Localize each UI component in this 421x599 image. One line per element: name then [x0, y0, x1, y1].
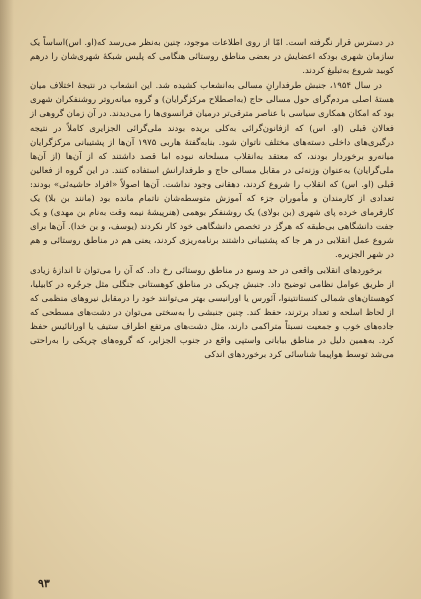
page-edge-shadow [0, 0, 14, 599]
paragraph-2: در سال ۱۹۵۴، جنبش طرفدارانِ مسالی به‌انشعاب کشیده شد. این انشعاب در نتیجهٔ اختلاف میان هستهٔ اصلی مردم‌گرای حول مسالی حاج (به‌اصطلاح مرکزگرایان) و گروه میانه‌روتر روشنفکران شهری بود که امکان همکاری سیاسی با عناصر مترقی‌تر درمیان فرانسوی‌ها را می‌دیدند. در آن زمان گروهی از فعالان قبلی (او. اس) که از‌فانون‌گرائی به‌کلی بریده بودند ملی‌گرائی الجزایری کاملاً در نتیجه درگیری‌های داخلی دسته‌های مختلف‌ ناتوان شود. بنابه‌گفتهٔ هاربی ۱۹۷۵ آن‌ها از پشتیبانی مرکزگرایان میانه‌رو برخوردار بودند، که معتقد به‌انقلاب مسلحانه نبوده اما قصد داشتند که از آن‌ها (از آن‌ها ملی‌گرایان) به‌عنوان وزنه‌ئی در مقابل مسالی حاج و طرفدارانش استفاده کنند. در این گروه از فعالین قبلی (او. اس) که انقلاب را شروع کردند، دهقانی وجود نداشت. آن‌ها اصولاً «افراد حاشیه‌ئی» بودند: تعدادی از کارمندان و مأموران جزء که آموزش متوسطه‌شان ناتمام مانده بود (مانند بن بلا) یک کارفرمای خرده پای شهری (بن بولای) یک روشنفکر بوهمی (هنرپیشهٔ نیمه وقت به‌نام بن مهدی) و یک جفت دانشگاهی بی‌طبقه که هرگز در تخصص دانشگاهی خود کار نکردند (یوسف، و بن خدا). آن‌ها برای شروع عمل انقلابی در هر جا که پشتیبانی داشتند برنامه‌ریزی کردند، یعنی هم در مناطق روستائی و هم در شهر الجزیره. [30, 81, 394, 261]
body-text [30, 36, 394, 363]
page-number: ۹۳ [38, 577, 50, 590]
paragraph-3: برخوردهای انقلابی واقعی در حد وسیع در مناطق روستائی رخ داد. که آن را می‌توان تا اندازهٔ زیادی از طریق عوامل نظامی توضیح داد. جنبش چریکی در مناطق کوهستانی جنگلی مثل جرجُره در کابیلیا، کوهستان‌های شمالی کنستانتینوا، آئورس یا اورانیسی بهتر می‌توانند خود را درمقابل نیروهای منظمی که از لحاظ اسلحه و تعداد برترند، حفظ کند. چنین جنبشی را به‌سختی می‌توان در دشت‌های مسطحی که جاده‌های خوب و جمعیت نسبتاً متراکمی دارند، مثل دشت‌های مرتفع اطراف ستیف یا اورانائیس حفظ کرد. به‌همین دلیل در مناطق بیابانی واستپی واقع در جنوب الجزایر، که گروه‌های چریکی را به‌راحتی می‌شد توسط هواپیما شناسائی کرد برخوردهای اندکی [30, 265, 394, 361]
paragraph-1: در دسترس قرار نگرفته است. امّا از روی اطلاعات موجود، چنین به‌نظر می‌رسد که(او. اس)اساساً یک سازمان شهری بودکه اعضایش در بعضی مناطق روستائی هنگامی که پلیس شبکهٔ شهری‌شان را درهم کوبید شروع به‌تبلیغ کردند. [30, 38, 394, 77]
